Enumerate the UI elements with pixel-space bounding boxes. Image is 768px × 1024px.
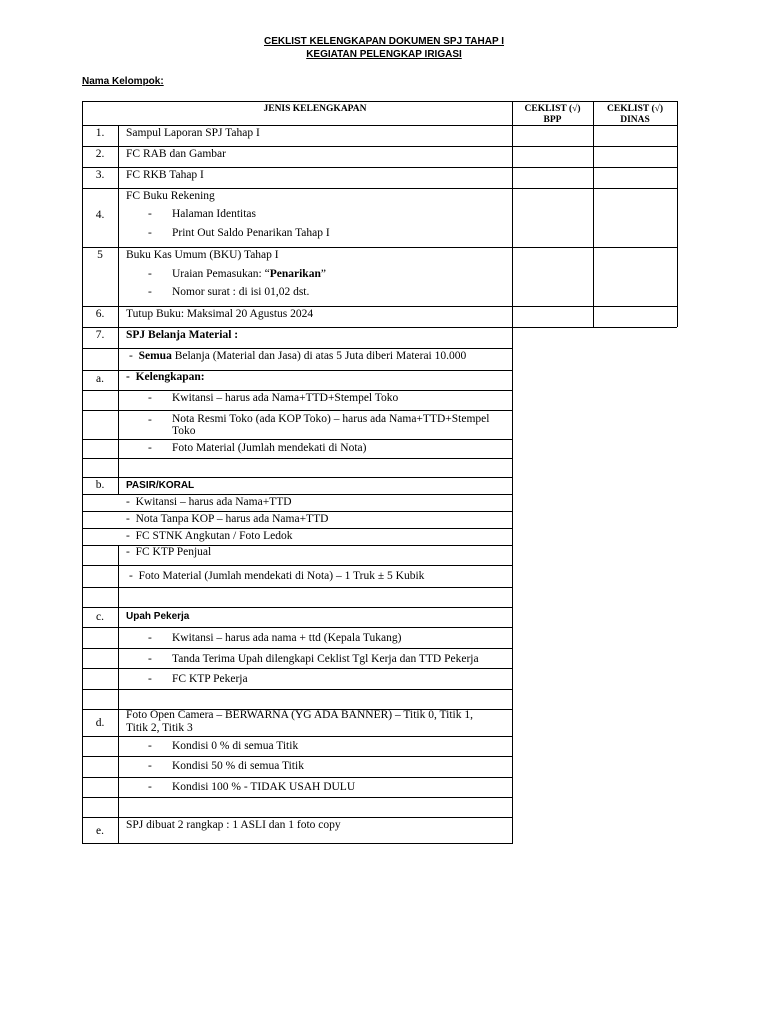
item-foto-open-camera: Foto Open Camera – BERWARNA (YG ADA BANNER) – Titik 0, Titik 1, Titik 2, Titik 3 bbox=[126, 709, 473, 734]
subitem-fc-ktp-penjual: - FC KTP Penjual bbox=[126, 546, 212, 558]
bullet-dash: - bbox=[148, 673, 152, 685]
row-number: 4. bbox=[95, 209, 105, 221]
item-spj-dibuat-2-rangkap: SPJ dibuat 2 rangkap : 1 ASLI dan 1 foto copy bbox=[126, 819, 341, 831]
subitem-foto-material-truk: - Foto Material (Jumlah mendekati di Nota) – 1 Truk ± 5 Kubik bbox=[129, 570, 425, 582]
sub-letter: c. bbox=[96, 611, 104, 623]
subitem-uraian-pemasukan: Uraian Pemasukan: “Penarikan” bbox=[172, 268, 326, 280]
item-buku-kas-umum: Buku Kas Umum (BKU) Tahap I bbox=[126, 249, 279, 261]
subitem-nota-resmi-toko: Nota Resmi Toko (ada KOP Toko) – harus ada Nama+TTD+Stempel Toko bbox=[172, 413, 490, 437]
sub-letter: e. bbox=[96, 825, 104, 837]
row-number: 6. bbox=[95, 308, 105, 320]
item-tutup-buku: Tutup Buku: Maksimal 20 Agustus 2024 bbox=[126, 308, 314, 320]
item-fc-rab: FC RAB dan Gambar bbox=[126, 148, 226, 160]
subitem-foto-material: Foto Material (Jumlah mendekati di Nota) bbox=[172, 442, 367, 454]
pasir-koral-heading: PASIR/KORAL bbox=[126, 480, 195, 491]
subitem-nomor-surat: Nomor surat : di isi 01,02 dst. bbox=[172, 286, 310, 298]
row-number: 7. bbox=[95, 329, 105, 341]
row-number: 5 bbox=[97, 249, 103, 261]
kelengkapan-heading: - Kelengkapan: bbox=[126, 371, 205, 383]
subitem-tanda-terima-upah: Tanda Terima Upah dilengkapi Ceklist Tgl Kerja dan TTD Pekerja bbox=[172, 653, 479, 665]
item-sampul-laporan: Sampul Laporan SPJ Tahap I bbox=[126, 127, 260, 139]
bullet-dash: - bbox=[148, 208, 152, 220]
sub-letter: a. bbox=[96, 373, 104, 385]
sub-letter: d. bbox=[95, 717, 105, 729]
sub-letter: b. bbox=[95, 479, 105, 491]
bullet-dash: - bbox=[148, 286, 152, 298]
bullet-dash: - bbox=[148, 653, 152, 665]
bullet-dash: - bbox=[148, 781, 152, 793]
bullet-dash: - bbox=[148, 632, 152, 644]
bullet-dash: - bbox=[148, 442, 152, 454]
item-fc-rkb: FC RKB Tahap I bbox=[126, 169, 204, 181]
note-semua-belanja: - Semua Belanja (Material dan Jasa) di atas 5 Juta diberi Materai 10.000 bbox=[129, 350, 467, 362]
document-subtitle: KEGIATAN PELENGKAP IRIGASI bbox=[306, 49, 462, 60]
document-title: CEKLIST KELENGKAPAN DOKUMEN SPJ TAHAP I bbox=[263, 36, 505, 47]
subitem-nota-tanpa-kop: - Nota Tanpa KOP – harus ada Nama+TTD bbox=[126, 513, 329, 525]
item-fc-buku-rekening: FC Buku Rekening bbox=[126, 190, 215, 202]
bullet-dash: - bbox=[148, 414, 152, 426]
subitem-print-out-saldo: Print Out Saldo Penarikan Tahap I bbox=[172, 227, 330, 239]
row-number: 1. bbox=[95, 127, 105, 139]
row-number: 2. bbox=[95, 148, 105, 160]
header-ceklist-dinas: CEKLIST (√) DINAS bbox=[607, 104, 663, 125]
subitem-kondisi-0: Kondisi 0 % di semua Titik bbox=[172, 740, 299, 752]
subitem-kwitansi-pasir: - Kwitansi – harus ada Nama+TTD bbox=[126, 496, 292, 508]
row-number: 3. bbox=[95, 169, 105, 181]
bullet-dash: - bbox=[148, 740, 152, 752]
item-spj-belanja-material: SPJ Belanja Material : bbox=[126, 329, 239, 341]
header-jenis-kelengkapan: JENIS KELENGKAPAN bbox=[263, 104, 367, 114]
header-ceklist-bpp: CEKLIST (√) BPP bbox=[524, 104, 581, 125]
subitem-halaman-identitas: Halaman Identitas bbox=[172, 208, 256, 220]
bullet-dash: - bbox=[148, 760, 152, 772]
upah-pekerja-heading: Upah Pekerja bbox=[126, 611, 190, 622]
group-name-label: Nama Kelompok: bbox=[82, 76, 164, 87]
bullet-dash: - bbox=[148, 392, 152, 404]
bullet-dash: - bbox=[148, 268, 152, 280]
subitem-kwitansi-toko: Kwitansi – harus ada Nama+TTD+Stempel Toko bbox=[172, 392, 399, 404]
bullet-dash: - bbox=[148, 227, 152, 239]
subitem-fc-stnk: - FC STNK Angkutan / Foto Ledok bbox=[126, 530, 293, 542]
subitem-fc-ktp-pekerja: FC KTP Pekerja bbox=[172, 673, 248, 685]
subitem-kondisi-100: Kondisi 100 % - TIDAK USAH DULU bbox=[172, 781, 356, 793]
subitem-kwitansi-kepala-tukang: Kwitansi – harus ada nama + ttd (Kepala Tukang) bbox=[172, 632, 402, 644]
subitem-kondisi-50: Kondisi 50 % di semua Titik bbox=[172, 760, 304, 772]
